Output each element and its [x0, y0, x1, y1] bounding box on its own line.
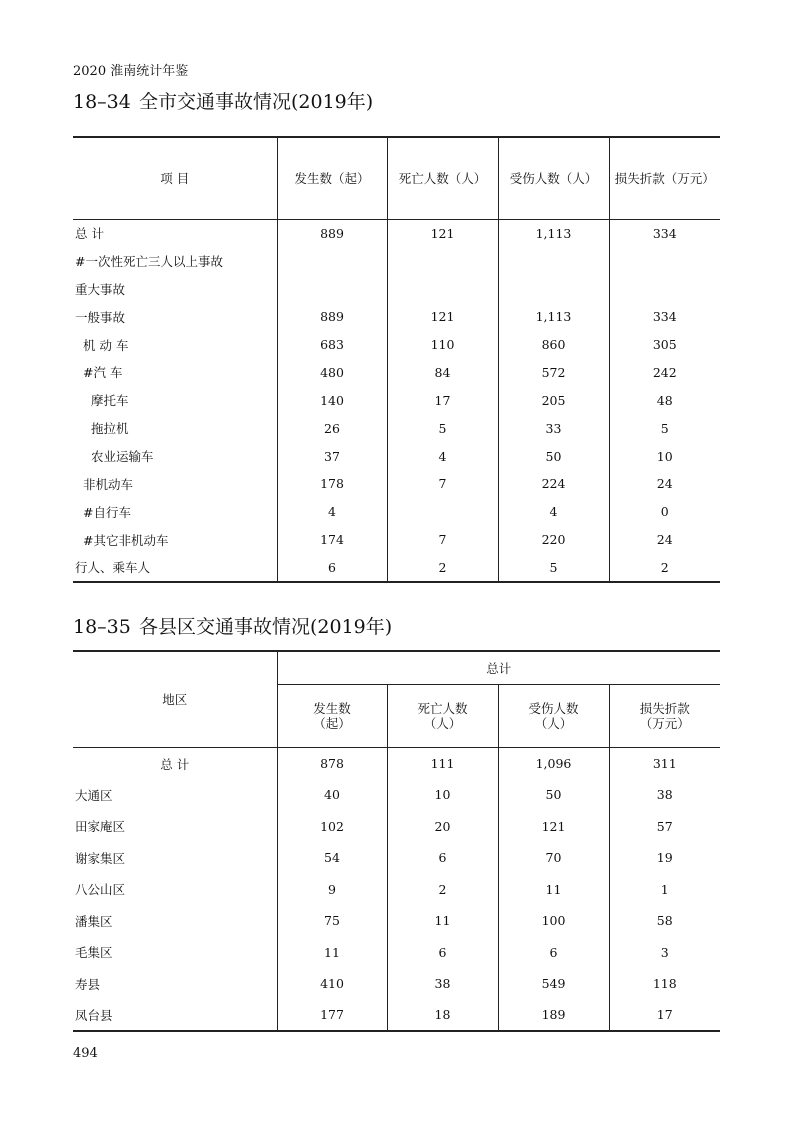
row-label: 机 动 车 — [83, 337, 129, 353]
table-row — [73, 498, 720, 526]
cell-occurrences: 37 — [277, 442, 387, 470]
cell-deaths: 20 — [387, 811, 498, 843]
col-header-occurrences — [277, 685, 387, 748]
table-row — [73, 442, 720, 470]
cell-deaths — [387, 247, 498, 275]
table-row — [73, 811, 720, 843]
table2-header-row — [73, 651, 720, 685]
row-label: 非机动车 — [83, 476, 134, 492]
page-number: 494 — [73, 1046, 98, 1061]
row-label: #一次性死亡三人以上事故 — [75, 253, 223, 269]
cell-injuries: 6 — [498, 937, 609, 969]
cell-deaths: 7 — [387, 526, 498, 554]
table1-title-text: 全市交通事故情况(2019年) — [139, 91, 374, 113]
cell-injuries: 860 — [498, 331, 609, 359]
table-row — [73, 331, 720, 359]
row-label: 凤台县 — [73, 1000, 277, 1032]
cell-occurrences: 4 — [277, 498, 387, 526]
header-unit: （起） — [313, 716, 351, 731]
row-label: 一般事故 — [75, 309, 126, 325]
cell-deaths — [387, 498, 498, 526]
row-label: #汽 车 — [83, 365, 123, 381]
cell-losses: 48 — [609, 386, 720, 414]
col-header-injuries — [498, 685, 609, 748]
cell-deaths: 10 — [387, 779, 498, 811]
table2-title-text: 各县区交通事故情况(2019年) — [139, 616, 393, 638]
table2-title — [73, 612, 392, 639]
table-row — [73, 554, 720, 582]
cell-injuries: 100 — [498, 905, 609, 937]
header-unit: （人） — [534, 716, 573, 731]
cell-deaths: 2 — [387, 874, 498, 906]
table-row — [73, 414, 720, 442]
table-row — [73, 1000, 720, 1032]
cell-injuries — [498, 275, 609, 303]
table-row — [73, 358, 720, 386]
cell-occurrences: 40 — [277, 779, 387, 811]
cell-deaths: 38 — [387, 968, 498, 1000]
table2-number: 18–35 — [73, 616, 131, 638]
cell-occurrences: 6 — [277, 554, 387, 582]
row-label: 田家庵区 — [75, 819, 126, 835]
table1-header-row — [73, 137, 720, 219]
cell-losses: 24 — [609, 470, 720, 498]
cell-losses: 334 — [609, 303, 720, 331]
cell-injuries: 70 — [498, 842, 609, 874]
cell-occurrences: 26 — [277, 414, 387, 442]
cell-losses: 1 — [609, 874, 720, 906]
cell-injuries: 11 — [498, 874, 609, 906]
header-line: 死亡人数 — [417, 701, 468, 716]
cell-losses: 2 — [609, 554, 720, 582]
col-header-deaths — [387, 685, 498, 748]
cell-losses: 57 — [609, 811, 720, 843]
cell-losses: 305 — [609, 331, 720, 359]
col-header-deaths: 死亡人数（人） — [387, 137, 498, 219]
row-label: 行人、乘车人 — [73, 554, 277, 582]
cell-deaths: 6 — [387, 937, 498, 969]
cell-deaths — [387, 275, 498, 303]
cell-deaths: 111 — [387, 748, 498, 780]
cell-injuries: 121 — [498, 811, 609, 843]
cell-occurrences: 140 — [277, 386, 387, 414]
cell-injuries: 224 — [498, 470, 609, 498]
table-row — [73, 905, 720, 937]
cell-injuries: 1,113 — [498, 219, 609, 247]
cell-occurrences: 11 — [277, 937, 387, 969]
cell-losses: 17 — [609, 1000, 720, 1032]
table-row — [73, 748, 720, 780]
row-label: 农业运输车 — [91, 449, 154, 465]
cell-losses: 3 — [609, 937, 720, 969]
row-label: 拖拉机 — [91, 421, 129, 437]
cell-deaths: 18 — [387, 1000, 498, 1032]
row-label: 潘集区 — [75, 913, 113, 929]
col-header-injuries: 受伤人数（人） — [498, 137, 609, 219]
cell-losses: 10 — [609, 442, 720, 470]
table-row — [73, 470, 720, 498]
cell-deaths: 17 — [387, 386, 498, 414]
cell-losses: 58 — [609, 905, 720, 937]
table-row — [73, 779, 720, 811]
cell-deaths: 7 — [387, 470, 498, 498]
table-row — [73, 386, 720, 414]
cell-injuries: 572 — [498, 358, 609, 386]
cell-injuries: 50 — [498, 779, 609, 811]
cell-occurrences: 75 — [277, 905, 387, 937]
cell-injuries: 220 — [498, 526, 609, 554]
header-line: 损失折款 — [639, 701, 690, 716]
row-label: 大通区 — [75, 787, 113, 803]
header-line: 受伤人数 — [528, 701, 579, 716]
table-row — [73, 968, 720, 1000]
cell-occurrences — [277, 275, 387, 303]
cell-losses: 0 — [609, 498, 720, 526]
cell-deaths: 4 — [387, 442, 498, 470]
header-line: 发生数 — [313, 701, 351, 716]
cell-losses: 38 — [609, 779, 720, 811]
col-header-item: 项 目 — [73, 137, 277, 219]
row-label: 总 计 — [160, 756, 190, 772]
cell-injuries: 189 — [498, 1000, 609, 1032]
traffic-accidents-district-table — [73, 650, 720, 1032]
traffic-accidents-city-table — [73, 136, 720, 583]
table-row — [73, 937, 720, 969]
cell-injuries: 1,096 — [498, 748, 609, 780]
cell-occurrences: 410 — [277, 968, 387, 1000]
cell-injuries: 205 — [498, 386, 609, 414]
cell-losses: 118 — [609, 968, 720, 1000]
cell-deaths: 84 — [387, 358, 498, 386]
cell-occurrences: 9 — [277, 874, 387, 906]
row-label: #其它非机动车 — [83, 532, 169, 548]
cell-losses: 19 — [609, 842, 720, 874]
cell-injuries: 1,113 — [498, 303, 609, 331]
row-label: 寿县 — [75, 976, 101, 992]
cell-injuries: 5 — [498, 554, 609, 582]
table-row — [73, 275, 720, 303]
row-label: 谢家集区 — [75, 850, 126, 866]
table-row — [73, 874, 720, 906]
cell-losses: 334 — [609, 219, 720, 247]
cell-occurrences: 174 — [277, 526, 387, 554]
cell-injuries: 549 — [498, 968, 609, 1000]
cell-losses — [609, 247, 720, 275]
cell-occurrences: 889 — [277, 219, 387, 247]
cell-injuries: 33 — [498, 414, 609, 442]
header-unit: （万元） — [639, 716, 690, 731]
cell-losses: 24 — [609, 526, 720, 554]
cell-injuries: 50 — [498, 442, 609, 470]
cell-deaths: 6 — [387, 842, 498, 874]
row-label: #自行车 — [83, 504, 131, 520]
cell-occurrences: 54 — [277, 842, 387, 874]
col-header-region: 地区 — [73, 651, 277, 748]
table1-title — [73, 87, 373, 114]
cell-deaths: 2 — [387, 554, 498, 582]
col-header-losses — [609, 685, 720, 748]
cell-deaths: 110 — [387, 331, 498, 359]
cell-occurrences — [277, 247, 387, 275]
table-row — [73, 303, 720, 331]
cell-deaths: 121 — [387, 219, 498, 247]
cell-losses — [609, 275, 720, 303]
cell-occurrences: 177 — [277, 1000, 387, 1032]
cell-deaths: 5 — [387, 414, 498, 442]
cell-occurrences: 889 — [277, 303, 387, 331]
table-row — [73, 842, 720, 874]
table1-number: 18–34 — [73, 91, 131, 113]
row-label: 重大事故 — [75, 281, 126, 297]
table-row — [73, 526, 720, 554]
cell-occurrences: 878 — [277, 748, 387, 780]
cell-deaths: 11 — [387, 905, 498, 937]
cell-losses: 311 — [609, 748, 720, 780]
cell-losses: 5 — [609, 414, 720, 442]
header-unit: （人） — [423, 716, 462, 731]
cell-injuries — [498, 247, 609, 275]
yearbook-header: 2020 淮南统计年鉴 — [73, 64, 189, 79]
cell-occurrences: 683 — [277, 331, 387, 359]
table-row — [73, 247, 720, 275]
row-label: 摩托车 — [91, 393, 129, 409]
row-label: 八公山区 — [75, 882, 126, 898]
cell-injuries: 4 — [498, 498, 609, 526]
col-header-total: 总计 — [277, 651, 720, 685]
cell-losses: 242 — [609, 358, 720, 386]
col-header-occurrences: 发生数（起） — [277, 137, 387, 219]
cell-occurrences: 480 — [277, 358, 387, 386]
row-label: 总 计 — [75, 226, 104, 242]
table-row — [73, 219, 720, 247]
cell-deaths: 121 — [387, 303, 498, 331]
col-header-losses: 损失折款（万元） — [609, 137, 720, 219]
cell-occurrences: 102 — [277, 811, 387, 843]
cell-occurrences: 178 — [277, 470, 387, 498]
row-label: 毛集区 — [75, 945, 113, 961]
